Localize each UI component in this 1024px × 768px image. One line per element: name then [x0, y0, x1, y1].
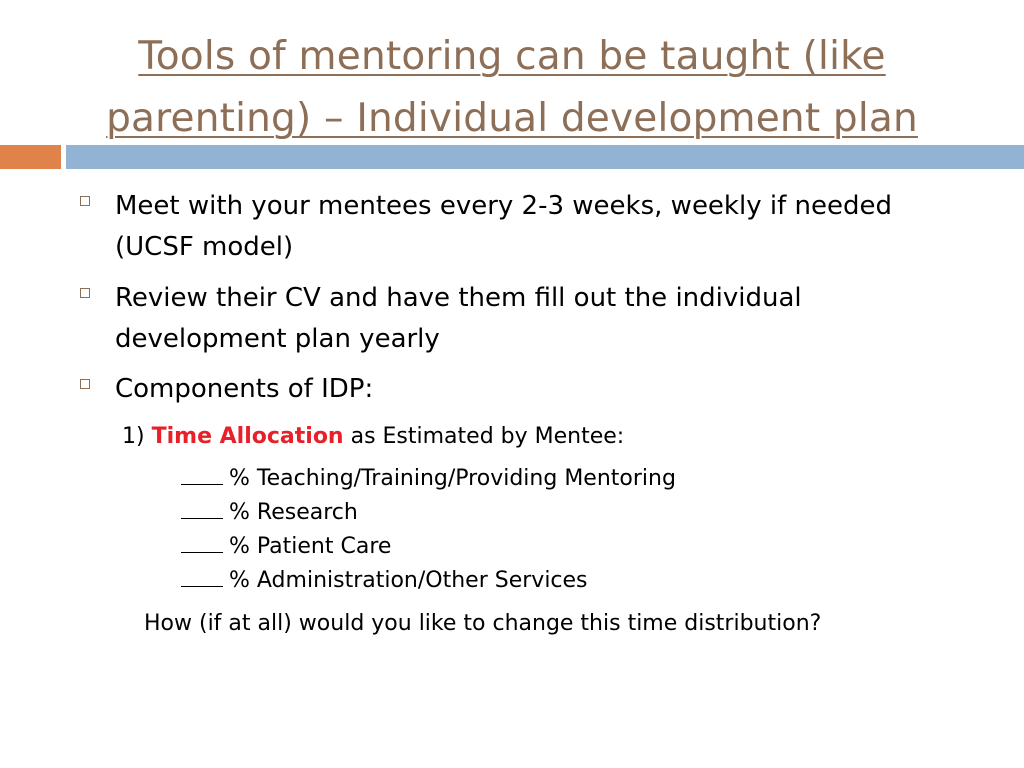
idp-question: How (if at all) would you like to change this time distribution?: [144, 611, 822, 636]
idp-item-heading: [122, 420, 624, 454]
bullet-line: (UCSF model): [115, 232, 294, 262]
square-bullet-icon: [80, 288, 90, 298]
fill-in-blank: [181, 582, 223, 587]
idp-item-number: 1): [122, 424, 145, 449]
idp-item-highlight: Time Allocation: [151, 424, 344, 449]
idp-item-rest: as Estimated by Mentee:: [350, 424, 625, 449]
slide-title-line-2: parenting) – Individual development plan: [106, 96, 918, 141]
allocation-label: % Patient Care: [229, 534, 392, 559]
fill-in-blank: [181, 514, 223, 519]
allocation-line: [181, 496, 358, 530]
allocation-line: [181, 530, 391, 564]
bullet-text: [115, 186, 945, 268]
allocation-label: % Research: [229, 500, 358, 525]
bullet-text: [115, 369, 945, 410]
bullet-line: development plan yearly: [115, 324, 440, 354]
bullet-line: Components of IDP:: [115, 374, 374, 404]
square-bullet-icon: [80, 196, 90, 206]
allocation-label: % Teaching/Training/Providing Mentoring: [229, 466, 676, 491]
square-bullet-icon: [80, 379, 90, 389]
allocation-line: [181, 462, 676, 496]
bullet-text: [115, 278, 945, 360]
bullet-line: Meet with your mentees every 2-3 weeks, weekly if needed: [115, 191, 892, 221]
fill-in-blank: [181, 480, 223, 485]
allocation-label: % Administration/Other Services: [229, 568, 588, 593]
fill-in-blank: [181, 548, 223, 553]
allocation-line: [181, 564, 588, 598]
bullet-line: Review their CV and have them fill out the individual: [115, 283, 802, 313]
slide-title-line-1: Tools of mentoring can be taught (like: [138, 34, 886, 79]
